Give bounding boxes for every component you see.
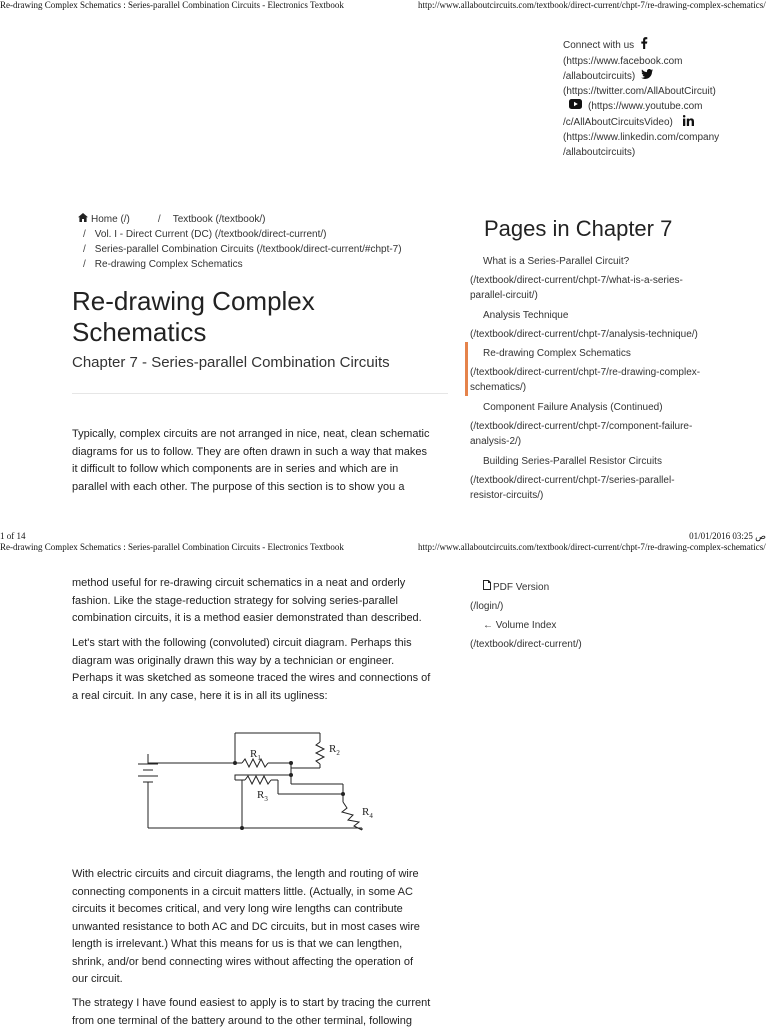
youtube-link[interactable]: (https://www.youtube.com (588, 100, 703, 115)
sidebar-item-url[interactable]: (/textbook/direct-current/chpt-7/what-is-a-series- (470, 273, 710, 289)
youtube-link-cont[interactable]: /c/AllAboutCircuitsVideo) (563, 116, 673, 131)
pdf-version-link[interactable] (470, 580, 710, 614)
sidebar-item-label[interactable]: Component Failure Analysis (Continued) (470, 400, 710, 416)
text-line: method useful for re-drawing circuit schematics in a neat and orderly (72, 575, 444, 593)
breadcrumb-separator: / (158, 213, 161, 228)
volume-index-url[interactable]: (/textbook/direct-current/) (470, 637, 710, 653)
home-icon (78, 213, 88, 228)
connect-label: Connect with us (563, 39, 634, 54)
text-line: it difficult to follow which components are in series and which are in (72, 461, 444, 479)
text-line: connecting components in a circuit matters little. (Actually, in some AC (72, 884, 444, 902)
sidebar-item-analysis[interactable] (470, 308, 710, 342)
linkedin-link[interactable]: (https://www.linkedin.com/company (563, 131, 763, 146)
volume-index-label[interactable]: ← Volume Index (470, 618, 710, 634)
page-title-line-1: Re-drawing Complex (72, 286, 452, 317)
sidebar-item-url[interactable]: (/textbook/direct-current/chpt-7/series-parallel- (470, 473, 710, 489)
text-line: unwanted resistance to both AC and DC circuits, but in most cases wire (72, 919, 444, 937)
text-line: fashion. Like the stage-reduction strategy for solving series-parallel (72, 593, 444, 611)
sidebar-item-url[interactable]: schematics/) (470, 380, 710, 396)
circuit-intro-paragraph (72, 635, 444, 705)
sidebar-item-url[interactable]: (/textbook/direct-current/chpt-7/re-drawing-complex- (470, 365, 710, 381)
page-title-line-2: Schematics (72, 317, 452, 348)
twitter-link[interactable]: (https://twitter.com/AllAboutCircuit) (563, 85, 763, 100)
title-divider (72, 393, 448, 394)
facebook-link-cont[interactable]: /allaboutcircuits) (563, 70, 635, 85)
strategy-paragraph (72, 995, 444, 1030)
print-header-title: Re-drawing Complex Schematics : Series-parallel Combination Circuits - Electronics Textbook (0, 542, 344, 552)
youtube-icon[interactable] (569, 99, 582, 115)
sidebar-item-label[interactable]: What is a Series-Parallel Circuit? (470, 254, 710, 270)
text-line: parallel with each other. The purpose of this section is to show you a (72, 479, 444, 497)
sidebar-item-series-parallel[interactable] (470, 254, 710, 304)
intro-paragraph (72, 426, 444, 496)
print-footer-date: 01/01/2016 03:25 ص (689, 531, 766, 542)
sidebar-item-url[interactable]: parallel-circuit/) (470, 288, 710, 304)
text-line: length is irrelevant.) What this means for us is that we can lengthen, (72, 936, 444, 954)
resistor-r4 (342, 802, 362, 830)
sidebar-item-url[interactable]: (/textbook/direct-current/chpt-7/component-failure- (470, 419, 710, 435)
facebook-link[interactable]: (https://www.facebook.com (563, 55, 763, 70)
sidebar-item-url[interactable]: analysis-2/) (470, 434, 710, 450)
print-header-title: Re-drawing Complex Schematics : Series-parallel Combination Circuits - Electronics Textbook (0, 0, 344, 10)
resistor-r2 (316, 742, 324, 764)
pdf-icon (483, 580, 491, 596)
sidebar-item-component-failure[interactable] (470, 400, 710, 450)
circuit-diagram (130, 712, 390, 836)
text-line: circuits it becomes critical, and very long wire lengths can contribute (72, 901, 444, 919)
breadcrumb-separator: / (83, 243, 86, 258)
sidebar-item-label[interactable]: Building Series-Parallel Resistor Circuits (470, 454, 710, 470)
text-line: diagrams for us to follow. They are often drawn in such a way that makes (72, 444, 444, 462)
sidebar-item-label[interactable]: Re-drawing Complex Schematics (470, 346, 710, 362)
volume-index-link[interactable] (470, 618, 710, 652)
text-line: from one terminal of the battery around to the other terminal, following (72, 1013, 444, 1030)
label-r1: $R_1$ (250, 748, 261, 762)
text-line: Let's start with the following (convoluted) circuit diagram. Perhaps this (72, 635, 444, 653)
text-line: shrink, and/or bend connecting wires without affecting the operation of (72, 954, 444, 972)
text-line: diagram was originally drawn this way by a technician or engineer. (72, 653, 444, 671)
breadcrumb-separator: / (83, 228, 86, 243)
breadcrumb-home[interactable]: Home (/) (91, 213, 130, 228)
resistor-r1 (242, 759, 268, 767)
breadcrumb-separator: / (83, 258, 86, 273)
page-subtitle: Chapter 7 - Series-parallel Combination Circuits (72, 354, 390, 371)
text-line: our circuit. (72, 971, 444, 989)
sidebar-heading: Pages in Chapter 7 (484, 216, 672, 242)
label-r3: $R_3$ (257, 789, 268, 803)
label-r4: $R_4$ (362, 806, 373, 820)
sidebar-item-building[interactable] (470, 454, 710, 504)
social-links (563, 37, 763, 160)
page-title (72, 286, 452, 348)
breadcrumb-textbook[interactable]: Textbook (/textbook/) (173, 213, 266, 228)
text-line: Perhaps it was sketched as someone traced the wires and connections of (72, 670, 444, 688)
linkedin-link-cont[interactable]: /allaboutcircuits) (563, 146, 763, 161)
breadcrumb-current: Re-drawing Complex Schematics (95, 258, 243, 273)
print-header-url: http://www.allaboutcircuits.com/textbook/direct-current/chpt-7/re-drawing-complex-schematics/ (418, 0, 766, 10)
wire-length-paragraph (72, 866, 444, 989)
label-r2: $R_2$ (329, 743, 340, 757)
text-line: The strategy I have found easiest to apply is to start by tracing the current (72, 995, 444, 1013)
print-header-url: http://www.allaboutcircuits.com/textbook/direct-current/chpt-7/re-drawing-complex-schematics/ (418, 542, 766, 552)
breadcrumb-volume[interactable]: Vol. I - Direct Current (DC) (/textbook/direct-current/) (95, 228, 327, 243)
twitter-icon[interactable] (641, 69, 653, 85)
text-line: With electric circuits and circuit diagrams, the length and routing of wire (72, 866, 444, 884)
sidebar-item-label[interactable]: Analysis Technique (470, 308, 710, 324)
battery-symbol (138, 754, 158, 828)
sidebar-item-url[interactable]: resistor-circuits/) (470, 488, 710, 504)
linkedin-icon[interactable] (683, 115, 694, 132)
print-footer-page: 1 of 14 (0, 531, 26, 541)
sidebar-active-indicator (465, 342, 468, 396)
resistor-r3 (245, 776, 271, 784)
pdf-version-url[interactable]: (/login/) (470, 599, 710, 615)
text-line: combination circuits, it is a method easier demonstrated than described. (72, 610, 444, 628)
breadcrumb (78, 213, 458, 273)
breadcrumb-chapter[interactable]: Series-parallel Combination Circuits (/textbook/direct-current/#chpt-7) (95, 243, 402, 258)
facebook-icon[interactable] (640, 37, 648, 55)
text-line: Typically, complex circuits are not arranged in nice, neat, clean schematic (72, 426, 444, 444)
sidebar-item-redrawing[interactable] (470, 346, 710, 396)
sidebar-item-url[interactable]: (/textbook/direct-current/chpt-7/analysis-technique/) (470, 327, 710, 343)
pdf-version-label[interactable]: PDF Version (493, 580, 549, 596)
intro-paragraph-cont (72, 575, 444, 628)
text-line: a real circuit. In any case, here it is in all its ugliness: (72, 688, 444, 706)
